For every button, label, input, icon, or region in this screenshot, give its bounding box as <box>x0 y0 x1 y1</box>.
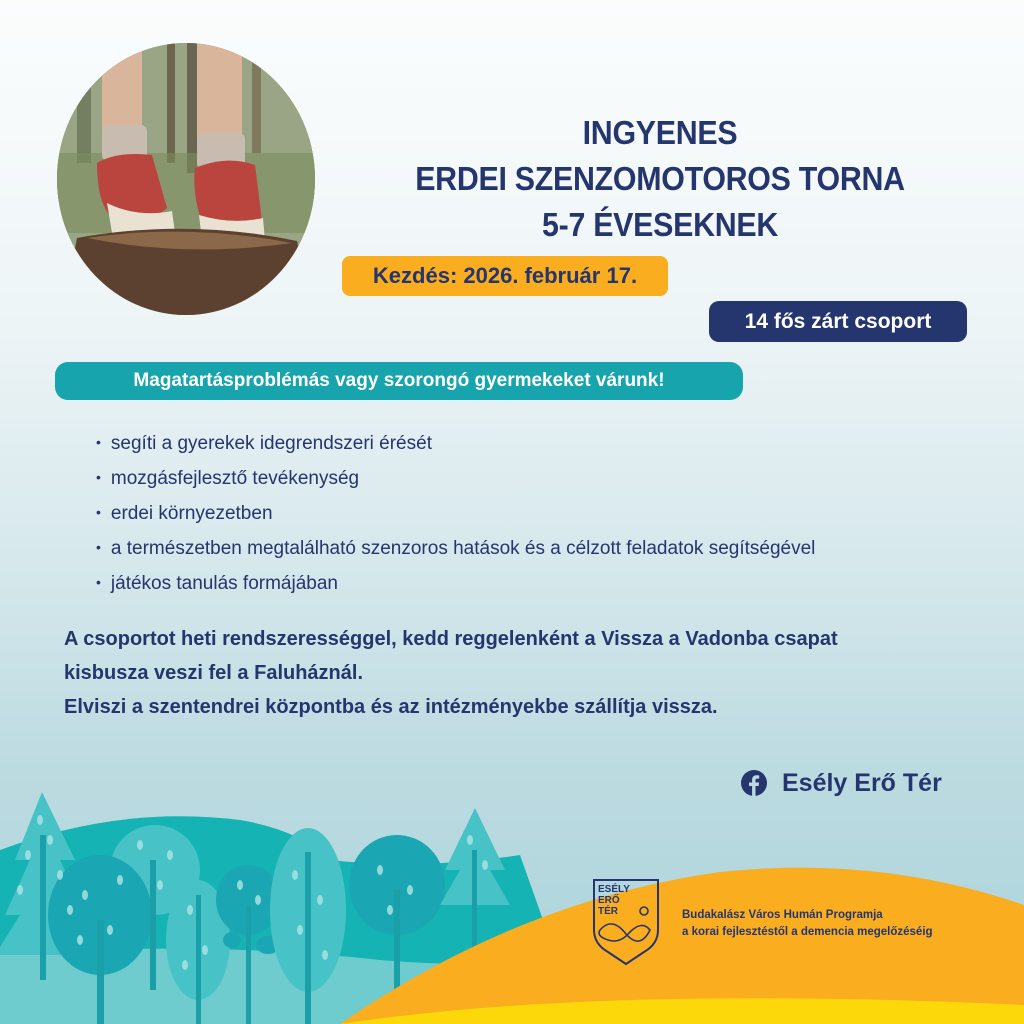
list-item: • a természetben megtalálható szenzoros hatások és a célzott feladatok segítségével <box>96 531 815 566</box>
logo-line-1: ESÉLY <box>598 884 630 895</box>
forest-landscape-illustration <box>0 780 1024 1024</box>
transport-paragraph <box>64 622 984 724</box>
paragraph-line-1: A csoportot heti rendszerességgel, kedd reggelenként a Vissza a Vadonba csapat <box>64 628 838 650</box>
paragraph-line-2: kisbusza veszi fel a Faluháznál. <box>64 662 364 684</box>
program-line-2: a korai fejlesztéstől a demencia megelőzéséig <box>682 926 933 938</box>
hero-photo <box>57 43 315 315</box>
logo-line-2: ERŐ <box>598 895 620 906</box>
list-item: • erdei környezetben <box>96 496 815 531</box>
page-title <box>356 110 963 248</box>
program-caption <box>682 907 933 941</box>
title-line-2: ERDEI SZENZOMOTOROS TORNA <box>415 160 905 197</box>
program-line-1: Budakalász Város Humán Programja <box>682 909 883 921</box>
list-item: • játékos tanulás formájában <box>96 566 815 601</box>
title-line-3: 5-7 ÉVESEKNEK <box>541 206 779 243</box>
esely-ero-ter-logo <box>592 878 660 968</box>
group-size-badge: 14 fős zárt csoport <box>709 301 967 342</box>
title-line-1: INGYENES <box>582 114 738 151</box>
list-item: • segíti a gyerekek idegrendszeri érését <box>96 426 815 461</box>
list-item: • mozgásfejlesztő tevékenység <box>96 461 815 496</box>
target-audience-badge: Magatartásproblémás vagy szorongó gyermekeket várunk! <box>55 362 743 400</box>
paragraph-line-3: Elviszi a szentendrei központba és az intézményekbe szállítja vissza. <box>64 696 718 718</box>
start-date-badge: Kezdés: 2026. február 17. <box>342 256 668 296</box>
facebook-page-name: Esély Erő Tér <box>782 768 942 797</box>
benefits-list <box>96 426 815 601</box>
logo-line-3: TÉR <box>598 906 618 917</box>
photo-illustration <box>57 43 315 315</box>
